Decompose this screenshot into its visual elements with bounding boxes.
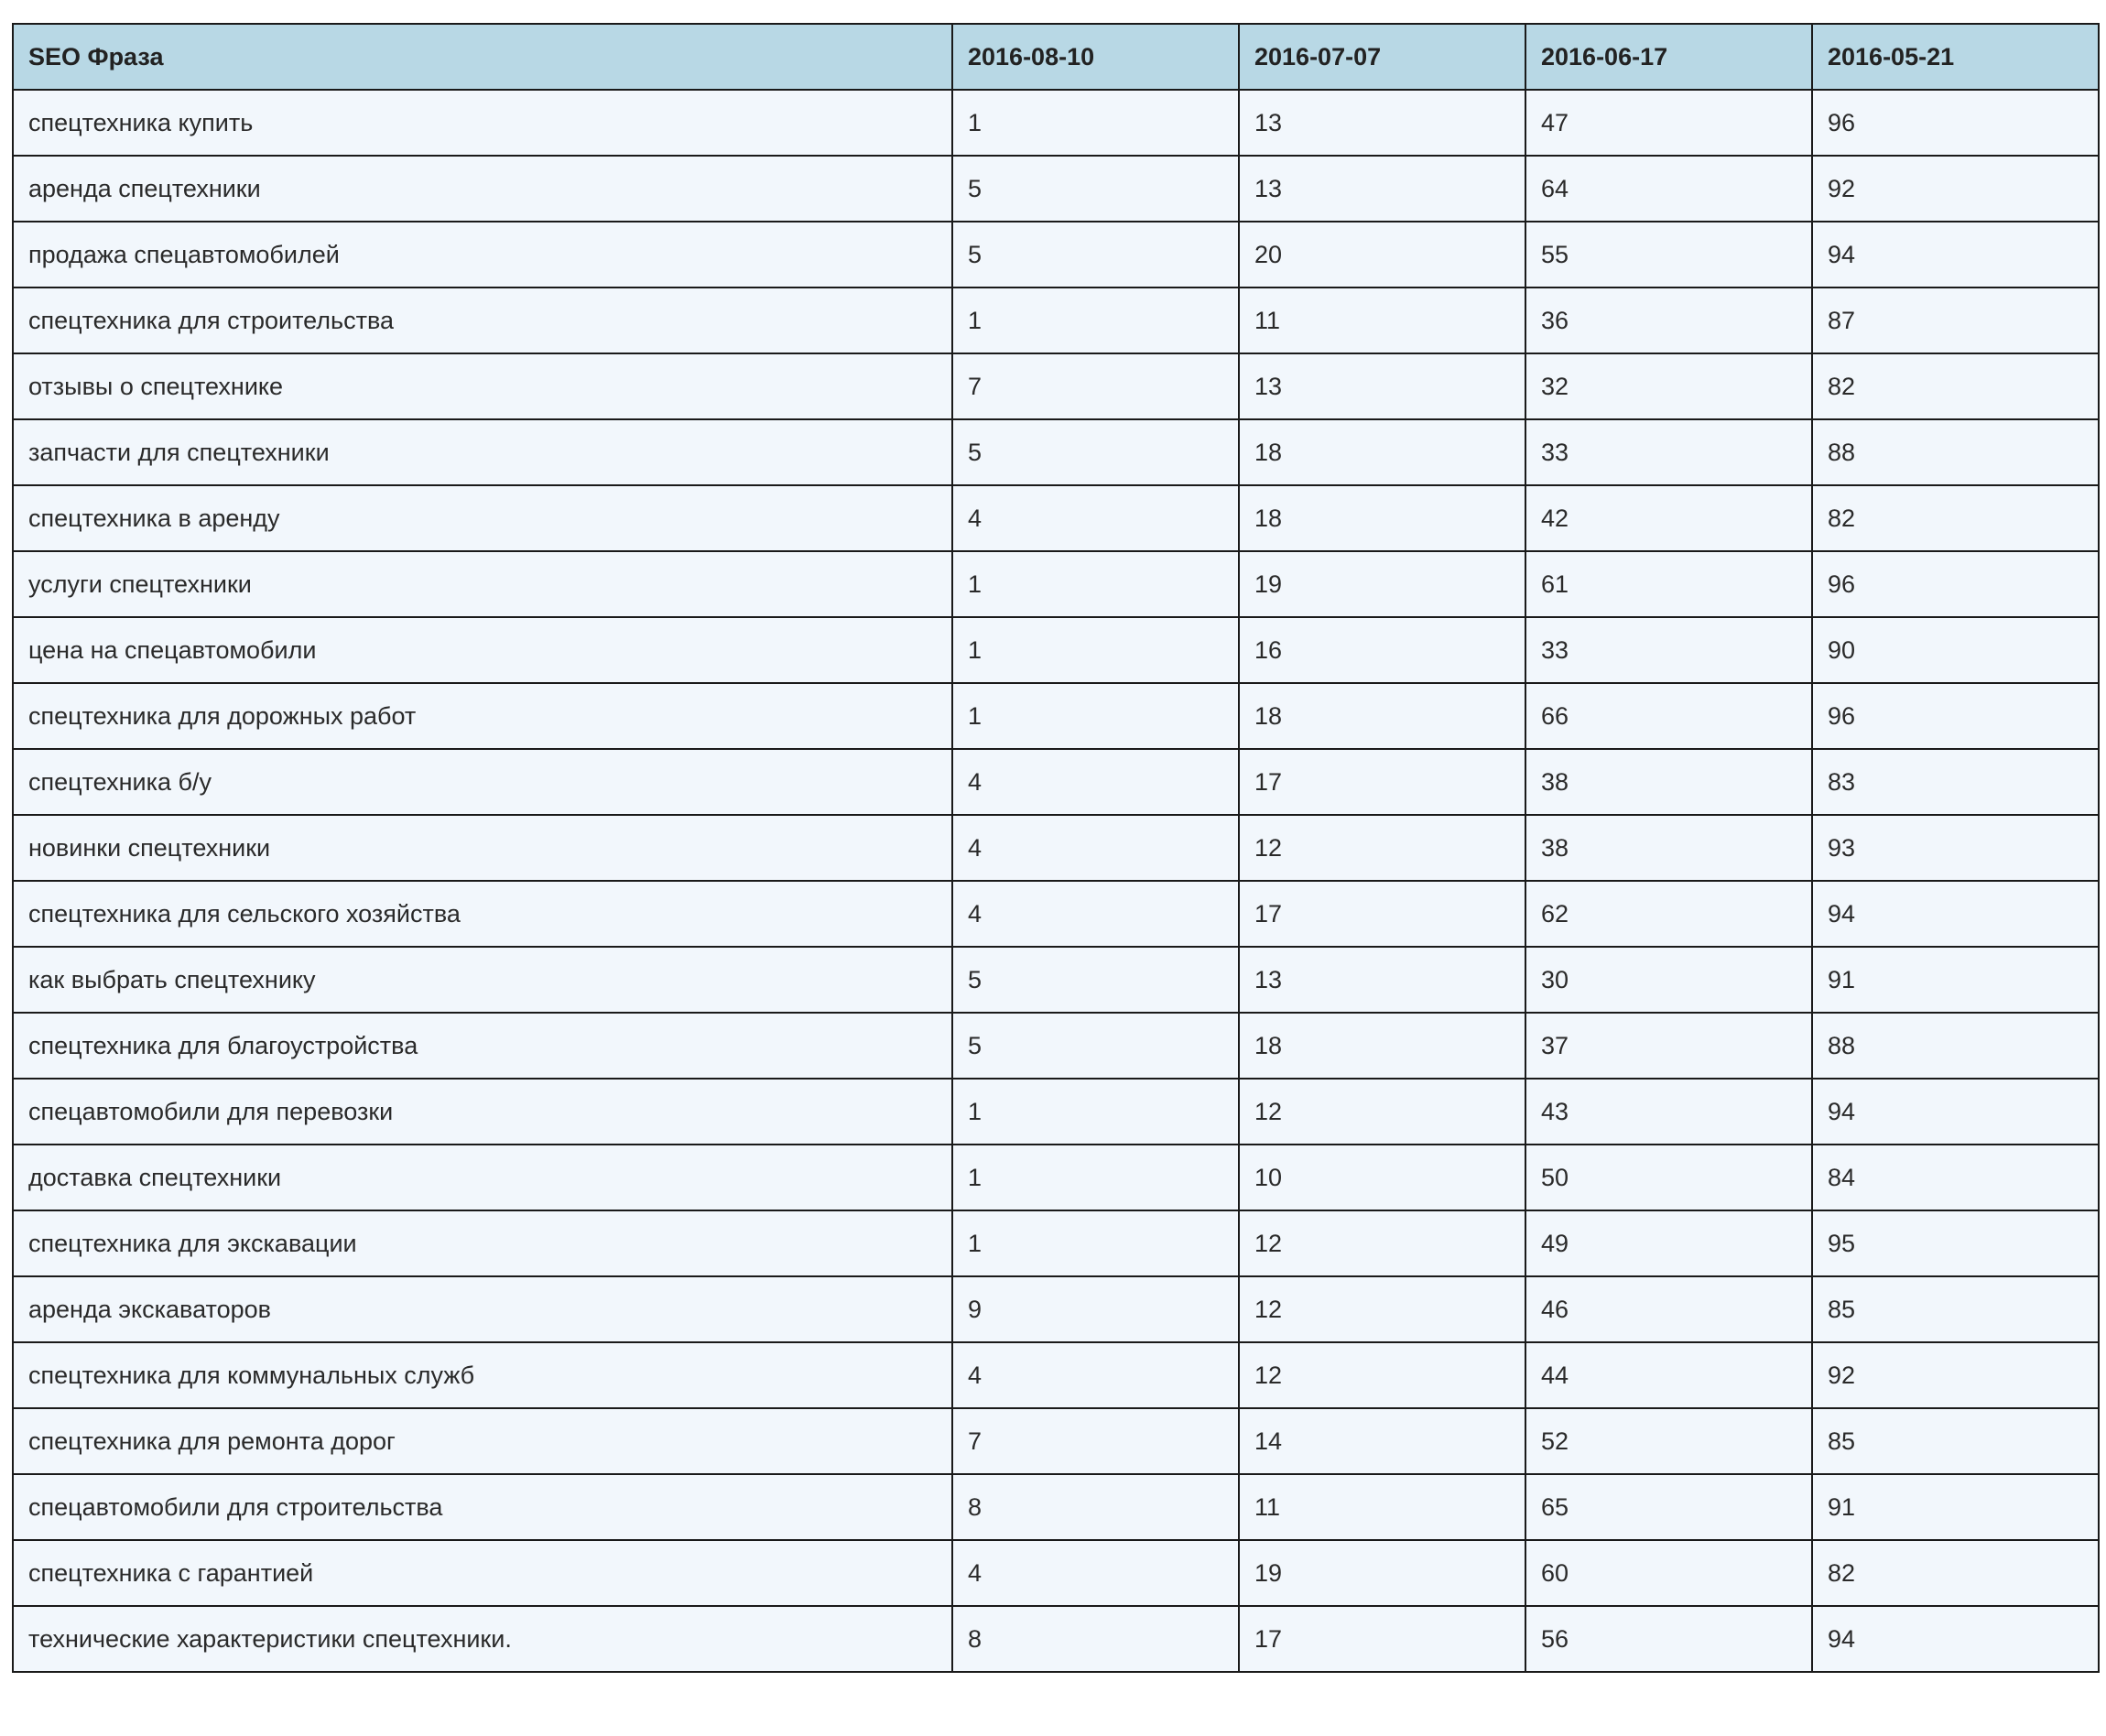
seo-positions-table-wrapper bbox=[12, 23, 2100, 1673]
cell-seo-phrase: спецтехника для коммунальных служб bbox=[13, 1342, 952, 1408]
cell-position-2016-06-17: 33 bbox=[1525, 617, 1812, 683]
cell-position-2016-07-07: 13 bbox=[1239, 156, 1525, 222]
cell-position-2016-05-21: 92 bbox=[1812, 156, 2099, 222]
cell-seo-phrase: спецавтомобили для строительства bbox=[13, 1474, 952, 1540]
cell-position-2016-07-07: 17 bbox=[1239, 749, 1525, 815]
cell-position-2016-07-07: 18 bbox=[1239, 419, 1525, 485]
cell-position-2016-06-17: 62 bbox=[1525, 881, 1812, 947]
cell-position-2016-08-10: 7 bbox=[952, 1408, 1239, 1474]
table-row bbox=[13, 881, 2099, 947]
cell-position-2016-07-07: 12 bbox=[1239, 815, 1525, 881]
cell-seo-phrase: спецтехника для экскавации bbox=[13, 1210, 952, 1276]
cell-seo-phrase: спецтехника для ремонта дорог bbox=[13, 1408, 952, 1474]
table-row bbox=[13, 551, 2099, 617]
cell-position-2016-08-10: 1 bbox=[952, 1079, 1239, 1145]
cell-position-2016-06-17: 47 bbox=[1525, 90, 1812, 156]
cell-position-2016-06-17: 61 bbox=[1525, 551, 1812, 617]
cell-position-2016-06-17: 55 bbox=[1525, 222, 1812, 288]
table-row bbox=[13, 419, 2099, 485]
cell-position-2016-07-07: 12 bbox=[1239, 1210, 1525, 1276]
cell-position-2016-07-07: 13 bbox=[1239, 90, 1525, 156]
cell-position-2016-07-07: 12 bbox=[1239, 1079, 1525, 1145]
cell-position-2016-07-07: 11 bbox=[1239, 1474, 1525, 1540]
cell-position-2016-06-17: 66 bbox=[1525, 683, 1812, 749]
cell-position-2016-05-21: 88 bbox=[1812, 1013, 2099, 1079]
cell-position-2016-05-21: 83 bbox=[1812, 749, 2099, 815]
cell-position-2016-08-10: 1 bbox=[952, 288, 1239, 353]
cell-position-2016-05-21: 82 bbox=[1812, 353, 2099, 419]
cell-position-2016-08-10: 5 bbox=[952, 222, 1239, 288]
cell-position-2016-05-21: 96 bbox=[1812, 551, 2099, 617]
cell-position-2016-05-21: 85 bbox=[1812, 1276, 2099, 1342]
header-row bbox=[13, 24, 2099, 90]
table-row bbox=[13, 222, 2099, 288]
seo-positions-table bbox=[12, 23, 2100, 1673]
cell-position-2016-07-07: 19 bbox=[1239, 551, 1525, 617]
cell-position-2016-07-07: 18 bbox=[1239, 485, 1525, 551]
cell-position-2016-07-07: 17 bbox=[1239, 1606, 1525, 1672]
cell-position-2016-06-17: 46 bbox=[1525, 1276, 1812, 1342]
cell-position-2016-07-07: 11 bbox=[1239, 288, 1525, 353]
cell-position-2016-07-07: 17 bbox=[1239, 881, 1525, 947]
cell-position-2016-05-21: 96 bbox=[1812, 90, 2099, 156]
cell-position-2016-06-17: 50 bbox=[1525, 1145, 1812, 1210]
cell-position-2016-07-07: 18 bbox=[1239, 1013, 1525, 1079]
cell-position-2016-05-21: 96 bbox=[1812, 683, 2099, 749]
cell-seo-phrase: доставка спецтехники bbox=[13, 1145, 952, 1210]
cell-position-2016-05-21: 95 bbox=[1812, 1210, 2099, 1276]
cell-position-2016-05-21: 90 bbox=[1812, 617, 2099, 683]
table-row bbox=[13, 683, 2099, 749]
cell-position-2016-08-10: 1 bbox=[952, 683, 1239, 749]
cell-position-2016-08-10: 9 bbox=[952, 1276, 1239, 1342]
cell-position-2016-08-10: 4 bbox=[952, 1342, 1239, 1408]
table-row bbox=[13, 617, 2099, 683]
cell-position-2016-05-21: 93 bbox=[1812, 815, 2099, 881]
cell-position-2016-05-21: 94 bbox=[1812, 1606, 2099, 1672]
cell-seo-phrase: спецтехника для дорожных работ bbox=[13, 683, 952, 749]
table-row bbox=[13, 353, 2099, 419]
cell-position-2016-08-10: 1 bbox=[952, 1210, 1239, 1276]
table-row bbox=[13, 1276, 2099, 1342]
cell-position-2016-06-17: 38 bbox=[1525, 749, 1812, 815]
table-row bbox=[13, 1210, 2099, 1276]
cell-seo-phrase: спецтехника в аренду bbox=[13, 485, 952, 551]
cell-position-2016-08-10: 4 bbox=[952, 1540, 1239, 1606]
cell-position-2016-07-07: 14 bbox=[1239, 1408, 1525, 1474]
table-row bbox=[13, 485, 2099, 551]
cell-position-2016-07-07: 19 bbox=[1239, 1540, 1525, 1606]
cell-seo-phrase: технические характеристики спецтехники. bbox=[13, 1606, 952, 1672]
cell-seo-phrase: спецтехника для строительства bbox=[13, 288, 952, 353]
cell-position-2016-05-21: 94 bbox=[1812, 1079, 2099, 1145]
table-row bbox=[13, 1474, 2099, 1540]
cell-position-2016-05-21: 92 bbox=[1812, 1342, 2099, 1408]
header-seo-phrase: SEO Фраза bbox=[13, 24, 952, 90]
cell-seo-phrase: запчасти для спецтехники bbox=[13, 419, 952, 485]
cell-position-2016-08-10: 1 bbox=[952, 1145, 1239, 1210]
cell-position-2016-07-07: 12 bbox=[1239, 1342, 1525, 1408]
cell-position-2016-06-17: 49 bbox=[1525, 1210, 1812, 1276]
cell-position-2016-07-07: 18 bbox=[1239, 683, 1525, 749]
table-header bbox=[13, 24, 2099, 90]
cell-position-2016-06-17: 42 bbox=[1525, 485, 1812, 551]
table-row bbox=[13, 90, 2099, 156]
cell-seo-phrase: спецавтомобили для перевозки bbox=[13, 1079, 952, 1145]
cell-seo-phrase: продажа спецавтомобилей bbox=[13, 222, 952, 288]
cell-position-2016-06-17: 30 bbox=[1525, 947, 1812, 1013]
cell-position-2016-06-17: 36 bbox=[1525, 288, 1812, 353]
cell-position-2016-08-10: 1 bbox=[952, 90, 1239, 156]
cell-seo-phrase: спецтехника с гарантией bbox=[13, 1540, 952, 1606]
cell-position-2016-08-10: 1 bbox=[952, 551, 1239, 617]
cell-position-2016-05-21: 88 bbox=[1812, 419, 2099, 485]
cell-seo-phrase: отзывы о спецтехнике bbox=[13, 353, 952, 419]
cell-position-2016-08-10: 5 bbox=[952, 947, 1239, 1013]
header-date-2016-05-21: 2016-05-21 bbox=[1812, 24, 2099, 90]
cell-position-2016-05-21: 94 bbox=[1812, 222, 2099, 288]
cell-position-2016-05-21: 82 bbox=[1812, 1540, 2099, 1606]
cell-position-2016-07-07: 13 bbox=[1239, 947, 1525, 1013]
table-row bbox=[13, 288, 2099, 353]
cell-position-2016-08-10: 8 bbox=[952, 1606, 1239, 1672]
cell-position-2016-06-17: 32 bbox=[1525, 353, 1812, 419]
cell-position-2016-06-17: 56 bbox=[1525, 1606, 1812, 1672]
header-date-2016-07-07: 2016-07-07 bbox=[1239, 24, 1525, 90]
cell-position-2016-08-10: 5 bbox=[952, 1013, 1239, 1079]
cell-seo-phrase: спецтехника для сельского хозяйства bbox=[13, 881, 952, 947]
table-row bbox=[13, 1606, 2099, 1672]
cell-position-2016-07-07: 20 bbox=[1239, 222, 1525, 288]
cell-position-2016-05-21: 84 bbox=[1812, 1145, 2099, 1210]
cell-position-2016-08-10: 4 bbox=[952, 749, 1239, 815]
table-row bbox=[13, 1145, 2099, 1210]
cell-position-2016-06-17: 52 bbox=[1525, 1408, 1812, 1474]
cell-position-2016-06-17: 44 bbox=[1525, 1342, 1812, 1408]
cell-seo-phrase: спецтехника б/у bbox=[13, 749, 952, 815]
cell-position-2016-06-17: 37 bbox=[1525, 1013, 1812, 1079]
cell-position-2016-08-10: 4 bbox=[952, 485, 1239, 551]
cell-position-2016-07-07: 13 bbox=[1239, 353, 1525, 419]
cell-position-2016-08-10: 4 bbox=[952, 881, 1239, 947]
cell-position-2016-05-21: 94 bbox=[1812, 881, 2099, 947]
cell-position-2016-05-21: 87 bbox=[1812, 288, 2099, 353]
cell-position-2016-08-10: 1 bbox=[952, 617, 1239, 683]
cell-seo-phrase: как выбрать спецтехнику bbox=[13, 947, 952, 1013]
cell-position-2016-08-10: 4 bbox=[952, 815, 1239, 881]
cell-position-2016-08-10: 5 bbox=[952, 156, 1239, 222]
cell-position-2016-06-17: 43 bbox=[1525, 1079, 1812, 1145]
table-row bbox=[13, 1540, 2099, 1606]
cell-seo-phrase: новинки спецтехники bbox=[13, 815, 952, 881]
cell-position-2016-05-21: 91 bbox=[1812, 947, 2099, 1013]
cell-position-2016-07-07: 10 bbox=[1239, 1145, 1525, 1210]
cell-position-2016-08-10: 5 bbox=[952, 419, 1239, 485]
cell-position-2016-08-10: 7 bbox=[952, 353, 1239, 419]
cell-position-2016-05-21: 91 bbox=[1812, 1474, 2099, 1540]
cell-position-2016-06-17: 65 bbox=[1525, 1474, 1812, 1540]
header-date-2016-08-10: 2016-08-10 bbox=[952, 24, 1239, 90]
cell-seo-phrase: услуги спецтехники bbox=[13, 551, 952, 617]
header-date-2016-06-17: 2016-06-17 bbox=[1525, 24, 1812, 90]
cell-seo-phrase: цена на спецавтомобили bbox=[13, 617, 952, 683]
cell-seo-phrase: аренда экскаваторов bbox=[13, 1276, 952, 1342]
table-row bbox=[13, 749, 2099, 815]
cell-position-2016-06-17: 64 bbox=[1525, 156, 1812, 222]
cell-seo-phrase: спецтехника купить bbox=[13, 90, 952, 156]
cell-seo-phrase: аренда спецтехники bbox=[13, 156, 952, 222]
cell-position-2016-07-07: 16 bbox=[1239, 617, 1525, 683]
cell-position-2016-05-21: 85 bbox=[1812, 1408, 2099, 1474]
table-row bbox=[13, 1013, 2099, 1079]
cell-position-2016-07-07: 12 bbox=[1239, 1276, 1525, 1342]
table-row bbox=[13, 156, 2099, 222]
cell-position-2016-05-21: 82 bbox=[1812, 485, 2099, 551]
cell-seo-phrase: спецтехника для благоустройства bbox=[13, 1013, 952, 1079]
table-row bbox=[13, 1408, 2099, 1474]
table-body bbox=[13, 90, 2099, 1672]
cell-position-2016-06-17: 33 bbox=[1525, 419, 1812, 485]
cell-position-2016-08-10: 8 bbox=[952, 1474, 1239, 1540]
table-row bbox=[13, 815, 2099, 881]
table-row bbox=[13, 1079, 2099, 1145]
cell-position-2016-06-17: 38 bbox=[1525, 815, 1812, 881]
cell-position-2016-06-17: 60 bbox=[1525, 1540, 1812, 1606]
table-row bbox=[13, 1342, 2099, 1408]
table-row bbox=[13, 947, 2099, 1013]
